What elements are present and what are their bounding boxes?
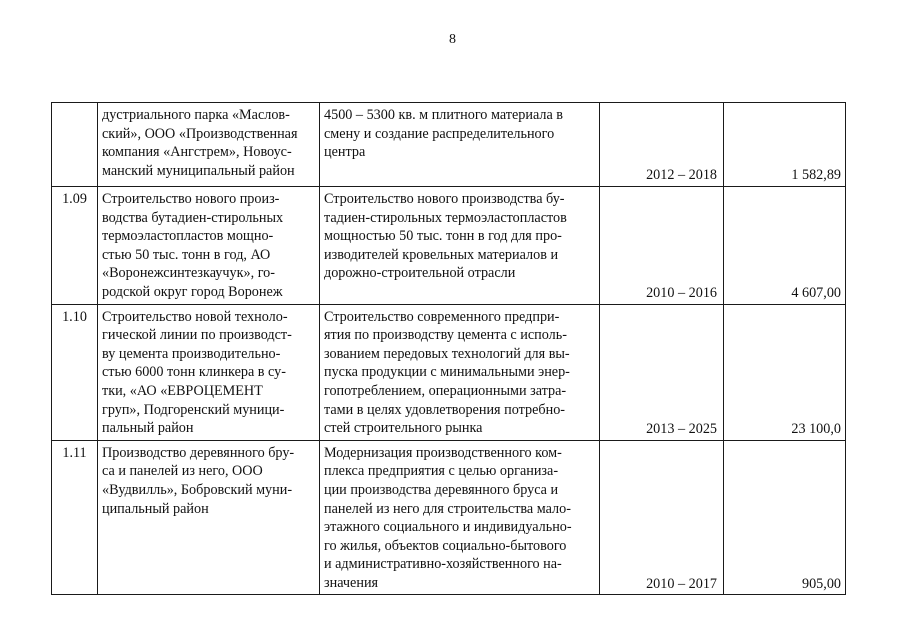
- project-description-line: Строительство современного предпри-: [324, 308, 560, 325]
- project-description-line: стей строительного рынка: [324, 420, 483, 437]
- project-description-line: панелей из него для строительства мало-: [324, 500, 571, 517]
- project-description-line: гопотреблением, операционными затра-: [324, 382, 567, 399]
- implementation-years-cell: 2012 – 2018: [600, 103, 724, 187]
- project-object-line: «Вудвилль», Бобровский муни-: [102, 481, 293, 498]
- investment-amount-cell: 1 582,89: [724, 103, 846, 187]
- project-description-line: го жилья, объектов социально-бытового: [324, 537, 567, 554]
- project-object-cell: [98, 187, 320, 305]
- implementation-years-cell: 2010 – 2017: [600, 440, 724, 595]
- project-description-cell: [320, 440, 600, 595]
- project-description-cell: [320, 187, 600, 305]
- table-row: [52, 187, 846, 305]
- row-number-cell: [52, 103, 98, 187]
- project-description-line: тадиен-стирольных термоэластопластов: [324, 209, 567, 226]
- project-description-line: изводителей кровельных материалов и: [324, 246, 559, 263]
- project-description-line: значения: [324, 574, 379, 591]
- project-description-cell: [320, 304, 600, 440]
- project-description-line: плекса предприятия с целью организа-: [324, 463, 559, 480]
- project-object-line: термоэластопластов мощно-: [102, 228, 274, 245]
- project-description-line: смену и создание распределительного: [324, 125, 555, 142]
- table-row: [52, 304, 846, 440]
- page-number: 8: [449, 32, 456, 47]
- project-object-line: ву цемента производительно-: [102, 345, 281, 362]
- project-object-cell: [98, 304, 320, 440]
- project-object-line: Строительство новой техноло-: [102, 308, 288, 325]
- project-description-cell: [320, 103, 600, 187]
- project-object-line: компания «Ангстрем», Новоус-: [102, 144, 292, 161]
- implementation-years-cell: 2010 – 2016: [600, 187, 724, 305]
- project-object-line: дустриального парка «Маслов-: [102, 107, 290, 123]
- project-description-line: ятия по производству цемента с исполь-: [324, 327, 567, 344]
- project-object-line: пальный район: [102, 420, 194, 437]
- project-object-cell: [98, 440, 320, 595]
- project-description-line: 4500 – 5300 кв. м плитного материала в: [324, 107, 563, 123]
- project-description-line: Строительство нового производства бу-: [324, 191, 565, 207]
- investment-amount-cell: 23 100,0: [724, 304, 846, 440]
- row-number-cell: 1.10: [52, 304, 98, 440]
- project-object-line: Производство деревянного бру-: [102, 444, 295, 461]
- project-object-line: ский», ООО «Производственная: [102, 125, 298, 142]
- investment-amount-cell: 4 607,00: [724, 187, 846, 305]
- project-description-line: ции производства деревянного бруса и: [324, 481, 559, 498]
- project-description-line: тами в целях удовлетворения потребно-: [324, 401, 566, 418]
- investment-amount-cell: 905,00: [724, 440, 846, 595]
- project-description-line: зованием передовых технологий для вы-: [324, 345, 570, 362]
- project-description-line: дорожно-строительной отрасли: [324, 265, 516, 282]
- row-number-cell: 1.09: [52, 187, 98, 305]
- project-object-line: стью 50 тыс. тонн в год, АО: [102, 246, 271, 263]
- project-object-line: Строительство нового произ-: [102, 191, 280, 207]
- project-object-line: «Воронежсинтезкаучук», го-: [102, 265, 275, 282]
- project-object-line: манский муниципальный район: [102, 162, 295, 179]
- project-object-line: тки, «АО «ЕВРОЦЕМЕНТ: [102, 382, 263, 399]
- project-description-line: и административно-хозяйственного на-: [324, 556, 562, 573]
- project-object-line: груп», Подгоренский муници-: [102, 401, 285, 418]
- project-description-line: центра: [324, 144, 366, 161]
- project-object-line: стью 6000 тонн клинкера в су-: [102, 364, 286, 381]
- project-description-line: мощностью 50 тыс. тонн в год для про-: [324, 228, 562, 245]
- row-number-cell: 1.11: [52, 440, 98, 595]
- project-object-cell: [98, 103, 320, 187]
- project-object-line: гической линии по производст-: [102, 327, 292, 344]
- project-description-line: Модернизация производственного ком-: [324, 444, 562, 461]
- project-object-line: родской округ город Воронеж: [102, 283, 283, 300]
- project-object-line: ципальный район: [102, 500, 209, 517]
- project-description-line: этажного социального и индивидуально-: [324, 519, 572, 536]
- investment-projects-table: [51, 102, 846, 595]
- implementation-years-cell: 2013 – 2025: [600, 304, 724, 440]
- table-row: [52, 440, 846, 595]
- project-object-line: са и панелей из него, ООО: [102, 463, 263, 480]
- table-row: [52, 103, 846, 187]
- project-object-line: водства бутадиен-стирольных: [102, 209, 284, 226]
- project-description-line: пуска продукции с минимальными энер-: [324, 364, 570, 381]
